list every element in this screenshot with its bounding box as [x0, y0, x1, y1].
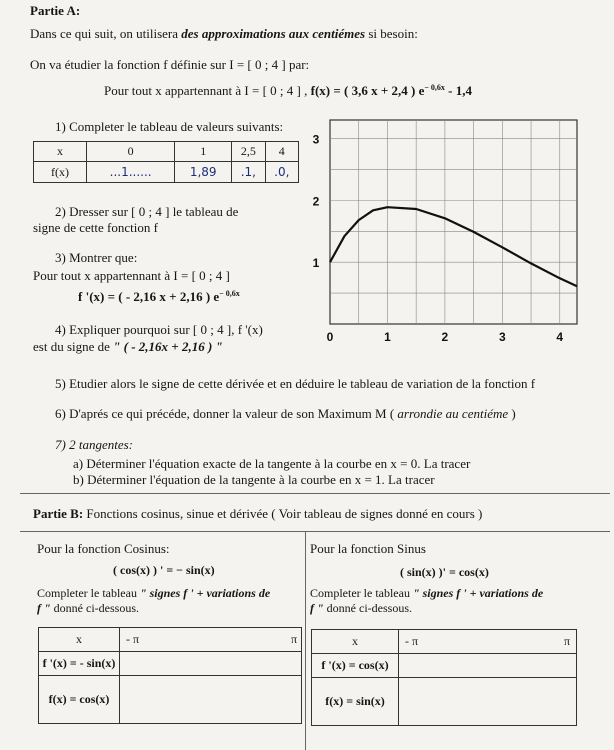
sin-heading: Pour la fonction Sinus	[310, 541, 426, 556]
sin-table-row-function: f(x) = sin(x)	[312, 678, 399, 726]
part-b-column-divider	[305, 531, 306, 750]
function-curve	[330, 207, 577, 286]
x-tick-label: 2	[441, 330, 449, 344]
question-7b: b) Déterminer l'équation de la tangente à la courbe en x = 1. La tracer	[73, 472, 435, 487]
question-6: 6) D'aprés ce qui précéde, donner la valeur de son Maximum M ( arrondie au centiéme )	[55, 406, 516, 421]
cos-instruction-line2: f " donné ci-dessous.	[37, 601, 139, 615]
cos-variation-table	[38, 627, 302, 724]
question-5: 5) Etudier alors le signe de cette dérivée et en déduire le tableau de variation de la fonction f	[55, 376, 536, 391]
cos-instruction-line1: Completer le tableau " signes f ' + variations de	[37, 586, 271, 600]
sin-derivative-formula: ( sin(x) )' = cos(x)	[400, 565, 489, 579]
sin-variation-table	[311, 629, 577, 726]
cos-table-interval[interactable]	[120, 628, 302, 652]
function-definition: Pour tout x appartennant à I = [ 0 ; 4 ] , f(x) = ( 3,6 x + 2,4 ) $e^{- 0,6x} - 1,4$	[104, 83, 473, 98]
study-line: On va étudier la fonction f définie sur I = [ 0 ; 4 ] par:	[30, 57, 310, 72]
table-header-2-5: 2,5	[232, 142, 265, 162]
question-3-line2: Pour tout x appartennant à I = [ 0 ; 4 ]	[33, 268, 230, 283]
table-header-1: 1	[175, 142, 232, 162]
cos-table-row-derivative: f '(x) = - sin(x)	[39, 652, 120, 676]
value-cell-0[interactable]: ...1......	[87, 162, 175, 183]
question-1: 1) Completer le tableau de valeurs suivants:	[55, 119, 284, 134]
sin-instruction-line2: f " donné ci-dessous.	[310, 601, 412, 615]
question-2-line2: signe de cette fonction f	[33, 220, 158, 235]
x-tick-label: 4	[556, 330, 564, 344]
sin-table-x: x	[312, 630, 399, 654]
cos-minus-pi: - π	[126, 632, 140, 646]
sin-minus-pi: - π	[405, 634, 419, 648]
sin-function-cell[interactable]	[399, 678, 577, 726]
table-row-label: f(x)	[34, 162, 87, 183]
question-4-line1: 4) Expliquer pourquoi sur [ 0 ; 4 ], f '(x)	[55, 322, 263, 337]
question-7a: a) Déterminer l'équation exacte de la tangente à la courbe en x = 0. La tracer	[73, 456, 471, 471]
section-divider	[20, 493, 610, 494]
x-tick-label: 1	[384, 330, 391, 344]
cos-derivative-cell[interactable]	[120, 652, 302, 676]
value-cell-2-5[interactable]: .1,	[232, 162, 265, 183]
cos-plus-pi: π	[290, 632, 297, 646]
value-cell-1[interactable]: 1,89	[175, 162, 232, 183]
intro-line: Dans ce qui suit, on utilisera des approximations aux centiémes si besoin:	[30, 26, 418, 41]
cos-table-x: x	[39, 628, 120, 652]
question-2-line1: 2) Dresser sur [ 0 ; 4 ] le tableau de	[55, 204, 239, 219]
cos-heading: Pour la fonction Cosinus:	[37, 541, 170, 556]
y-tick-label: 2	[312, 194, 320, 209]
value-cell-4[interactable]: .0,	[265, 162, 298, 183]
y-tick-label: 1	[312, 256, 320, 271]
cos-function-cell[interactable]	[120, 676, 302, 724]
sin-instruction-line1: Completer le tableau " signes f ' + variations de	[310, 586, 544, 600]
sin-table-row-derivative: f '(x) = cos(x)	[312, 654, 399, 678]
table-header-0: 0	[87, 142, 175, 162]
cos-derivative-formula: ( cos(x) ) ' = − sin(x)	[113, 563, 215, 577]
question-3-line1: 3) Montrer que:	[55, 250, 138, 265]
question-4-line2: est du signe de " ( - 2,16x + 2,16 ) "	[33, 339, 223, 354]
part-b-title: Partie B: Fonctions cosinus, sinue et dérivée ( Voir tableau de signes donné en cours )	[33, 506, 483, 521]
cos-table-row-function: f(x) = cos(x)	[39, 676, 120, 724]
derivative-formula: f '(x) = ( - 2,16 x + 2,16 ) $e^{- 0,6x}$	[78, 289, 240, 304]
x-tick-label: 0	[326, 330, 334, 344]
part-a-title: Partie A:	[30, 3, 81, 18]
values-table	[33, 141, 299, 183]
y-tick-label: 3	[312, 132, 320, 147]
x-tick-label: 3	[498, 330, 506, 344]
sin-table-interval[interactable]	[399, 630, 577, 654]
sin-plus-pi: π	[563, 634, 570, 648]
table-header-x: x	[34, 142, 87, 162]
sin-derivative-cell[interactable]	[399, 654, 577, 678]
question-7: 7) 2 tangentes:	[55, 437, 133, 452]
function-graph	[306, 116, 581, 346]
part-b-top-rule	[20, 531, 610, 532]
table-header-4: 4	[265, 142, 298, 162]
